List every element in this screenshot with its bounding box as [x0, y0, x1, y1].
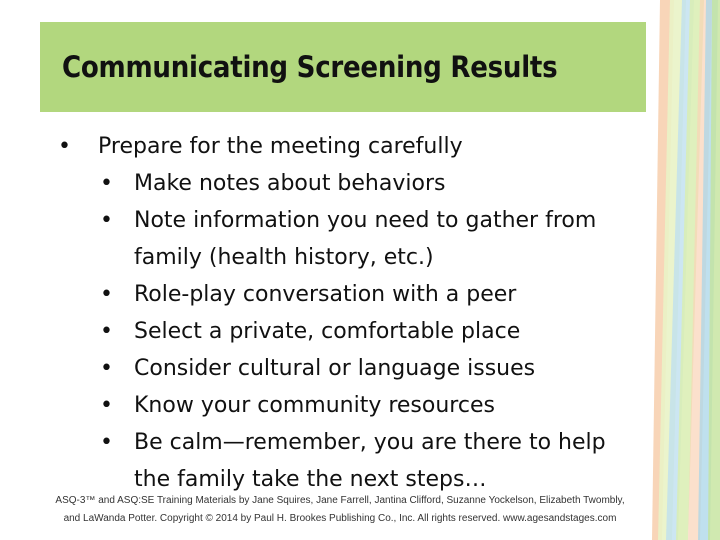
bullet-marker: •: [100, 393, 113, 418]
slide-body: [58, 128, 628, 498]
list-item-text: [134, 276, 628, 313]
list-item-line: the family take the next steps…: [134, 467, 487, 492]
list-item-line: Select a private, comfortable place: [134, 319, 521, 344]
list-item-text: [134, 313, 628, 350]
list-item: [100, 202, 628, 276]
list-item-line: Be calm—remember, you are there to help: [134, 430, 606, 455]
list-item: [100, 276, 628, 313]
list-item-text: [134, 350, 628, 387]
list-item-line: Make notes about behaviors: [134, 171, 446, 196]
list-item-text: [134, 165, 628, 202]
footer-line: ASQ-3™ and ASQ:SE Training Materials by Jane Squires, Jane Farrell, Jantina Clifford, Suzanne Yockelson, Elizabeth Twombly,: [55, 495, 625, 506]
bullet-marker: •: [100, 171, 113, 196]
title-banner: [40, 22, 646, 112]
decorative-stripes: [652, 0, 720, 540]
sub-bullet-list: [100, 165, 628, 498]
bullet-marker: •: [100, 356, 113, 381]
list-item: [100, 424, 628, 498]
list-item-text: [134, 424, 628, 498]
list-item: [100, 350, 628, 387]
bullet-marker: •: [100, 430, 113, 455]
list-item-line: Know your community resources: [134, 393, 495, 418]
copyright-footer: [20, 492, 660, 528]
bullet-marker: •: [100, 282, 113, 307]
list-item-line: Role-play conversation with a peer: [134, 282, 517, 307]
slide-title: Communicating Screening Results: [62, 50, 558, 84]
bullet-marker: •: [100, 319, 113, 344]
list-item: [100, 387, 628, 424]
bullet-marker: •: [100, 208, 113, 233]
list-item-line: family (health history, etc.): [134, 245, 434, 270]
list-item-line: Note information you need to gather from: [134, 208, 597, 233]
footer-line: and LaWanda Potter. Copyright © 2014 by Paul H. Brookes Publishing Co., Inc. All rights reserved. www.agesandstages.com: [63, 513, 617, 524]
main-bullet: [58, 128, 628, 165]
list-item-text: [134, 202, 628, 276]
list-item-line: Consider cultural or language issues: [134, 356, 536, 381]
list-item-text: [134, 387, 628, 424]
bullet-marker: •: [58, 134, 71, 159]
list-item: [100, 165, 628, 202]
main-bullet-text: Prepare for the meeting carefully: [98, 134, 463, 159]
list-item: [100, 313, 628, 350]
